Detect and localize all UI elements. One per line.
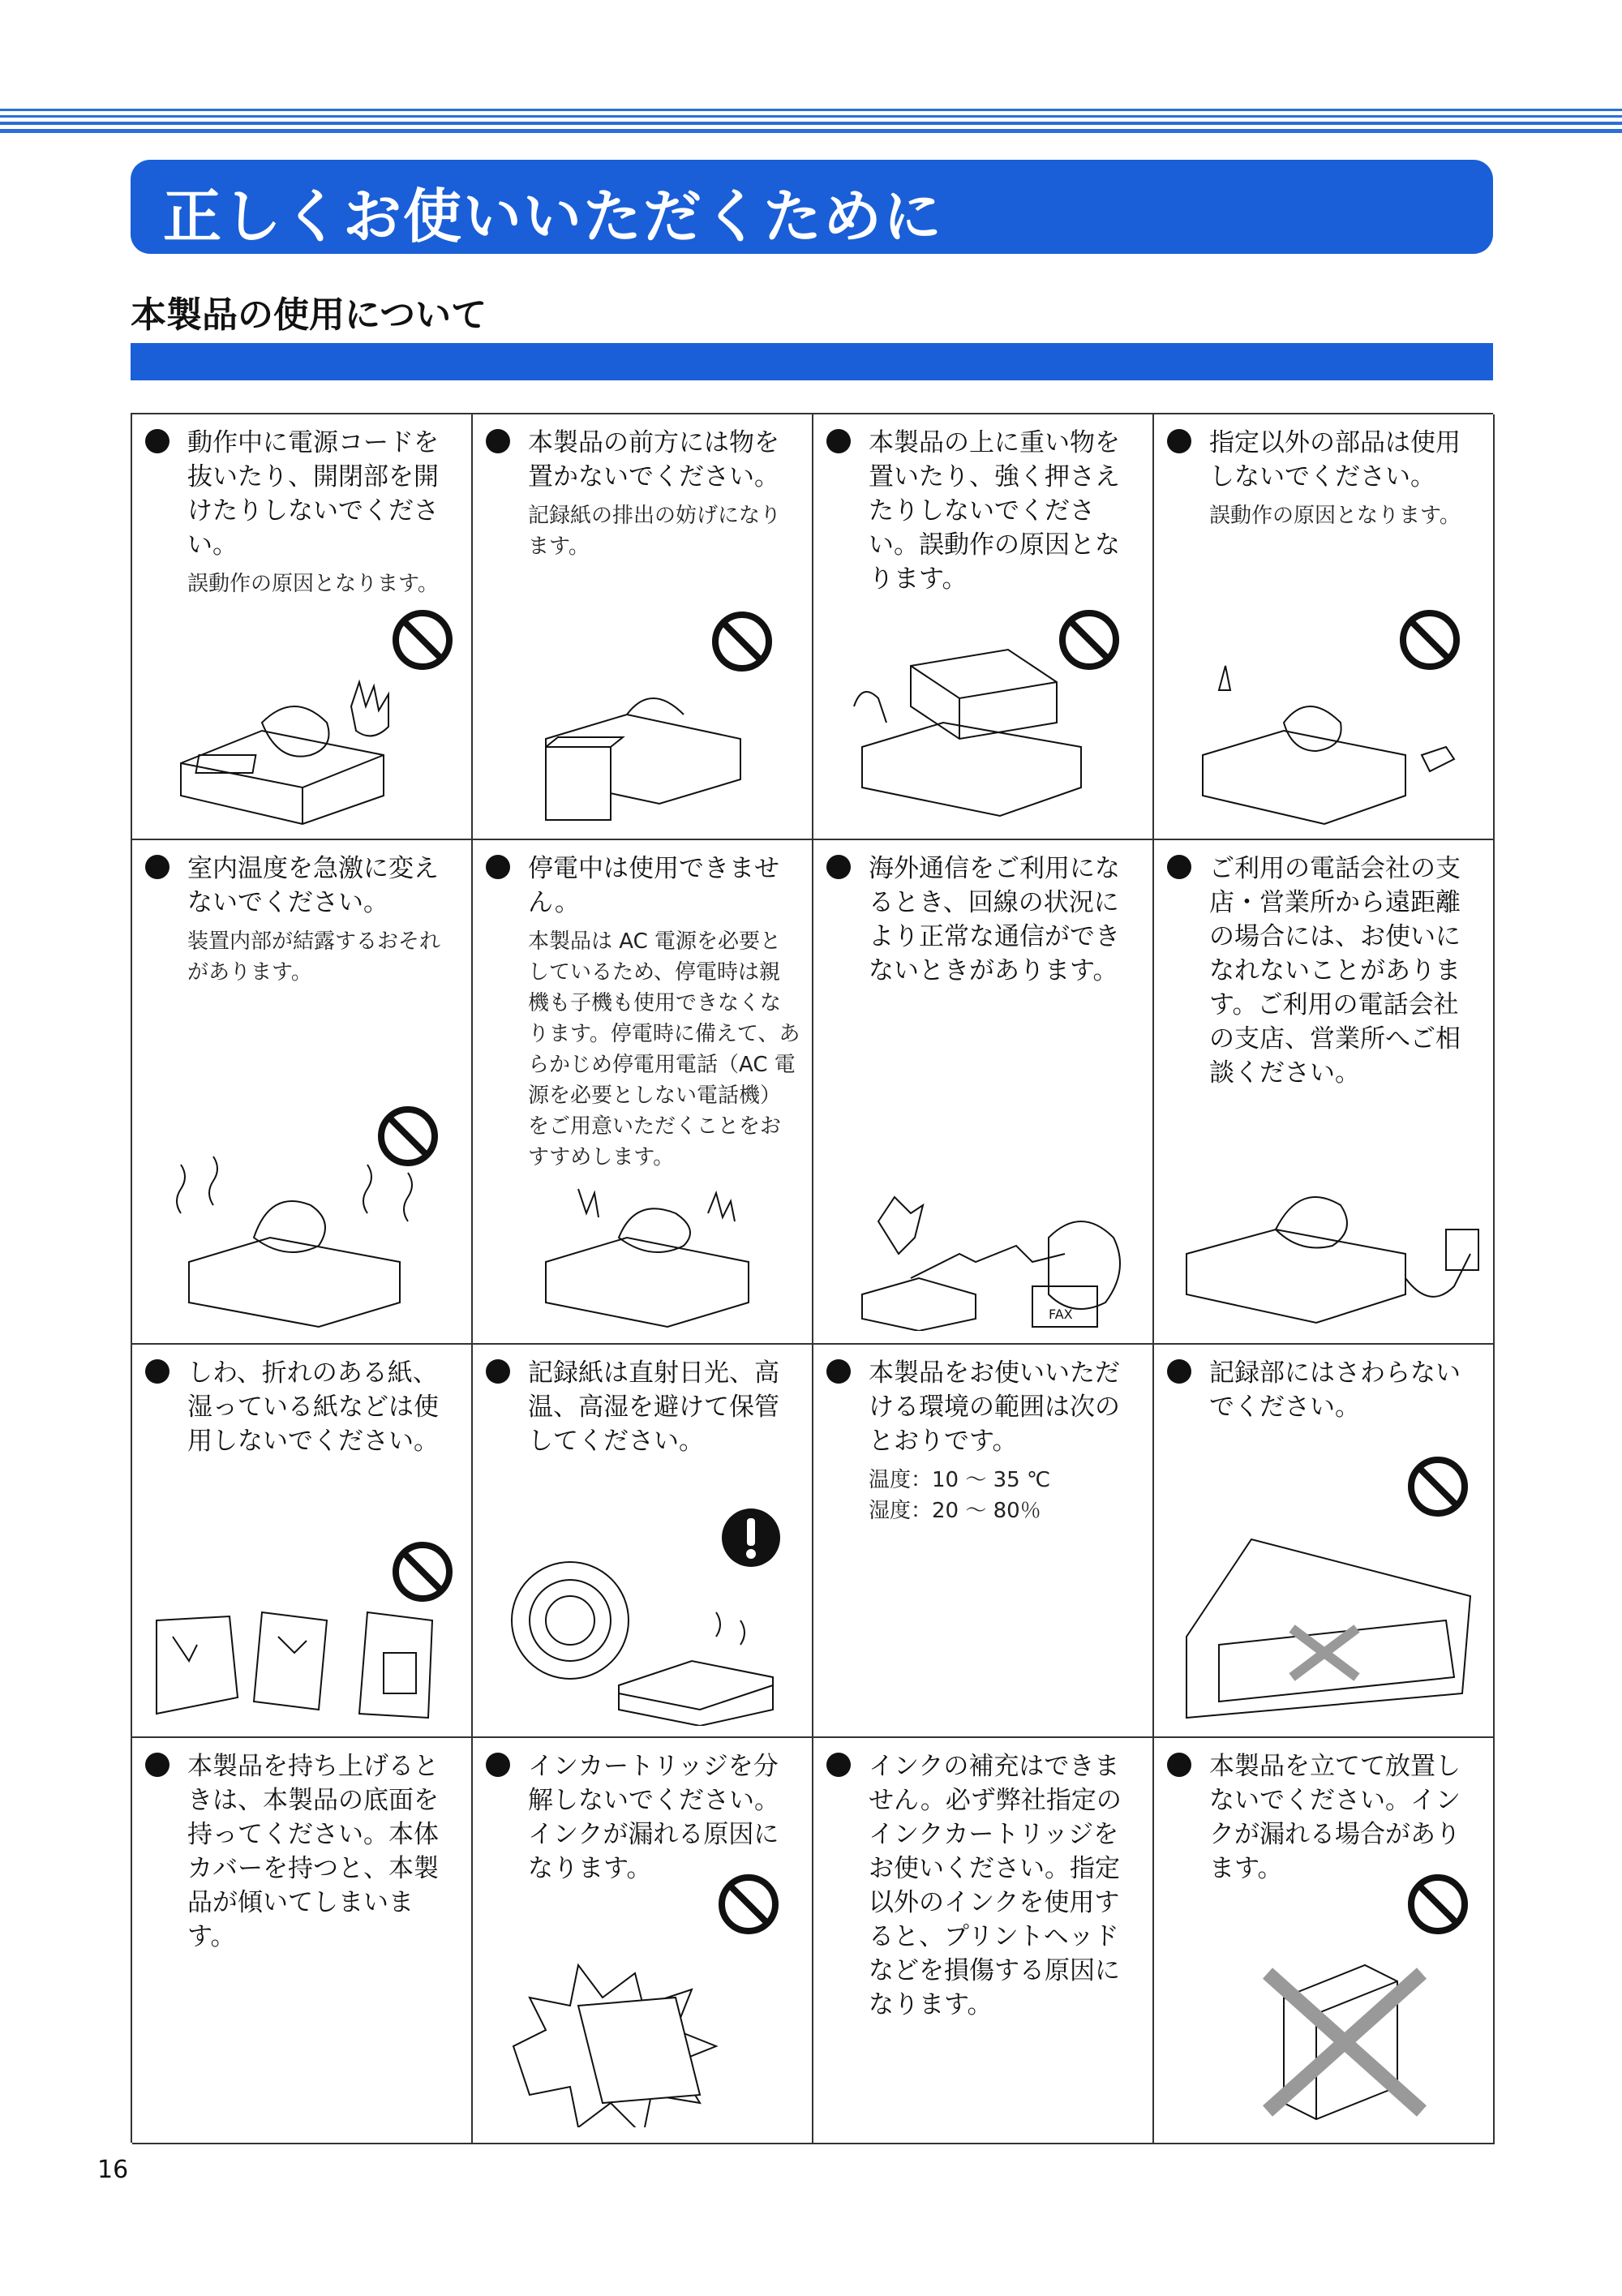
bullet-icon [145, 1753, 169, 1777]
printer-power-outage-illustration [530, 1181, 789, 1331]
printer-box-illustration [530, 682, 789, 828]
cell-note: 本製品は AC 電源を必要としているため、停電時は親機も子機も使用できなくなります。停電時に備えて、あらかじめ停電用電話（AC 電源を必要としない電話機）をご用意いただくことをおすすめします。 [528, 929, 800, 1169]
cell-heading: 動作中に電源コードを抜いたり、開閉部を開けたりしないでください。 [187, 428, 439, 560]
safety-cell [813, 414, 1154, 840]
cell-heading: 本製品を持ち上げるときは、本製品の底面を持ってください。本体カバーを持つと、本製品が傾いてしまいます。 [187, 1752, 439, 1951]
printer-phone-line-illustration [1170, 1165, 1487, 1331]
safety-cell [473, 1345, 813, 1738]
temperature-range: 温度：10 ～ 35 ℃ [869, 1468, 1051, 1492]
bullet-icon [826, 429, 851, 453]
cell-heading: 記録紙は直射日光、高温、高湿を避けて保管してください。 [528, 1358, 779, 1456]
prohibited-icon [1405, 1454, 1470, 1519]
cell-heading: 本製品の前方には物を置かないでください。 [528, 428, 779, 491]
bullet-icon [826, 1753, 851, 1777]
safety-grid [131, 413, 1493, 2143]
humidity-range: 湿度：20 ～ 80％ [869, 1499, 1041, 1523]
section-title: 本製品の使用について [131, 294, 487, 336]
standing-printer-illustration [1251, 1949, 1446, 2127]
printer-illustration [1178, 658, 1470, 828]
prohibited-icon [716, 1872, 781, 1937]
fax-label: FAX [1049, 1307, 1073, 1322]
cell-heading: 本製品の上に重い物を置いたり、強く押さえたりしないでください。誤動作の原因となります。 [869, 428, 1120, 594]
bullet-icon [145, 429, 169, 453]
bullet-icon [1167, 1753, 1191, 1777]
safety-cell [473, 1738, 813, 2144]
safety-cell [1154, 414, 1495, 840]
safety-cell [1154, 1345, 1495, 1738]
section-band [131, 343, 1493, 380]
bullet-icon [145, 1359, 169, 1384]
bullet-icon [486, 1753, 510, 1777]
cell-heading: 記録部にはさわらないでください。 [1209, 1358, 1461, 1422]
bullet-icon [145, 855, 169, 879]
safety-cell [813, 1738, 1154, 2144]
bullet-icon [1167, 1359, 1191, 1384]
header-rule-lines [0, 109, 1622, 133]
bullet-icon [1167, 429, 1191, 453]
open-printer-illustration [1170, 1531, 1487, 1726]
cell-heading: インクの補充はできません。必ず弊社指定のインクカートリッジをお使いください。指定以外のインクを使用すると、プリントヘッドなどを損傷する原因になります。 [869, 1752, 1122, 2019]
bullet-icon [826, 1359, 851, 1384]
prohibited-icon [1405, 1872, 1470, 1937]
cell-note: 装置内部が結露するおそれがあります。 [187, 929, 441, 985]
safety-cell [132, 840, 473, 1345]
bullet-icon [486, 1359, 510, 1384]
bullet-icon [486, 429, 510, 453]
safety-cell [132, 1345, 473, 1738]
cell-note: 記録紙の排出の妨げになります。 [528, 504, 782, 559]
ink-cartridge-illustration [497, 1949, 789, 2127]
cell-heading: 停電中は使用できません。 [528, 854, 779, 917]
safety-cell [813, 840, 1154, 1345]
prohibited-icon [390, 607, 455, 672]
page-title: 正しくお使いいただくために [163, 182, 944, 251]
cell-heading: 室内温度を急激に変えないでください。 [187, 854, 439, 917]
safety-cell [473, 414, 813, 840]
international-fax-illustration [830, 1189, 1146, 1331]
safety-cell [132, 414, 473, 840]
safety-cell [473, 840, 813, 1345]
cell-heading: 海外通信をご利用になるとき、回線の状況により正常な通信ができないときがあります。 [869, 854, 1120, 985]
sun-paper-illustration [497, 1556, 797, 1726]
cell-note: 誤動作の原因となります。 [187, 572, 439, 596]
cell-note: 誤動作の原因となります。 [1209, 504, 1461, 528]
safety-cell [813, 1345, 1154, 1738]
cell-heading: ご利用の電話会社の支店・営業所から遠距離の場合には、お使いになれないことがあります。ご利用の電話会社の支店、営業所へご相談ください。 [1209, 854, 1461, 1088]
prohibited-icon [710, 609, 775, 674]
cell-heading: 本製品を立てて放置しないでください。インクが漏れる場合があります。 [1209, 1752, 1461, 1883]
bullet-icon [486, 855, 510, 879]
wrinkled-paper-illustration [140, 1604, 465, 1726]
heavy-object-illustration [838, 633, 1130, 828]
safety-cell [1154, 840, 1495, 1345]
printer-illustration [165, 674, 457, 828]
printer-heat-illustration [165, 1148, 457, 1331]
cell-heading: しわ、折れのある紙、湿っている紙などは使用しないでください。 [187, 1358, 439, 1456]
cell-heading: 本製品をお使いいただける環境の範囲は次のとおりです。 [869, 1358, 1120, 1456]
page-number: 16 [97, 2156, 129, 2184]
page-title-bar [131, 160, 1493, 254]
prohibited-icon [390, 1539, 455, 1604]
cell-heading: 指定以外の部品は使用しないでください。 [1209, 428, 1461, 491]
cell-heading: インカートリッジを分解しないでください。インクが漏れる原因になります。 [528, 1752, 779, 1883]
bullet-icon [826, 855, 851, 879]
safety-cell [1154, 1738, 1495, 2144]
bullet-icon [1167, 855, 1191, 879]
safety-cell [132, 1738, 473, 2144]
